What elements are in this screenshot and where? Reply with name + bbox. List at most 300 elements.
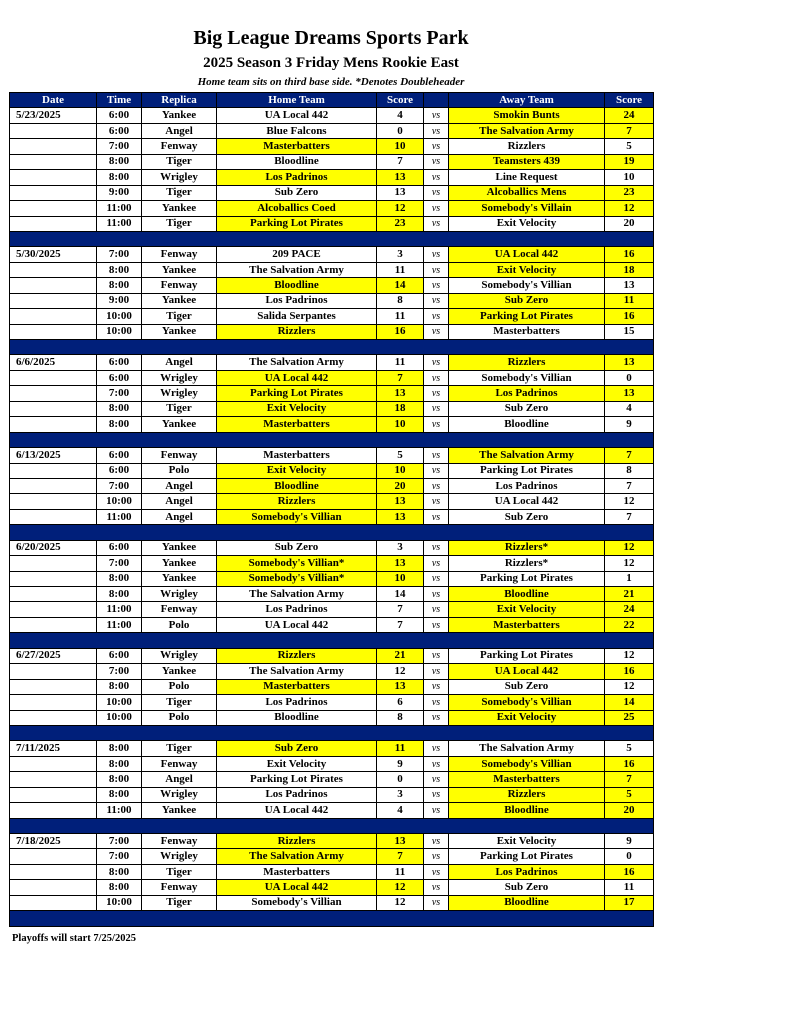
date-cell [10,587,97,602]
table-row [10,123,654,138]
home-score-cell: 4 [377,803,424,818]
away-team-cell: Sub Zero [449,293,605,308]
away-score-cell: 23 [605,185,654,200]
time-cell: 8:00 [97,880,142,895]
time-cell: 8:00 [97,262,142,277]
week-separator [10,340,654,355]
replica-cell: Tiger [142,895,217,910]
home-team-cell: Los Padrinos [217,170,377,185]
table-row [10,185,654,200]
table-row [10,309,654,324]
home-team-cell: UA Local 442 [217,108,377,123]
home-team-cell: Bloodline [217,710,377,725]
time-cell: 7:00 [97,386,142,401]
time-cell: 6:00 [97,355,142,370]
home-team-cell: Exit Velocity [217,401,377,416]
home-score-cell: 13 [377,834,424,849]
away-score-cell: 14 [605,695,654,710]
home-team-cell: Somebody's Villian* [217,571,377,586]
away-team-cell: Parking Lot Pirates [449,309,605,324]
date-cell: 5/30/2025 [10,247,97,262]
vs-cell: vs [424,401,449,416]
table-row [10,803,654,818]
vs-cell: vs [424,787,449,802]
schedule-body [10,108,654,926]
home-team-cell: Masterbatters [217,448,377,463]
away-score-cell: 13 [605,355,654,370]
home-score-cell: 21 [377,648,424,663]
vs-cell: vs [424,864,449,879]
table-row [10,849,654,864]
away-team-cell: Exit Velocity [449,262,605,277]
time-cell: 10:00 [97,309,142,324]
time-cell: 8:00 [97,278,142,293]
away-team-cell: Los Padrinos [449,478,605,493]
home-score-cell: 11 [377,741,424,756]
date-cell: 5/23/2025 [10,108,97,123]
time-cell: 7:00 [97,849,142,864]
table-row [10,509,654,524]
away-score-cell: 16 [605,664,654,679]
replica-cell: Yankee [142,324,217,339]
date-cell [10,139,97,154]
table-row [10,664,654,679]
col-header-vs [424,93,449,108]
home-score-cell: 0 [377,123,424,138]
table-row [10,355,654,370]
away-team-cell: Somebody's Villian [449,756,605,771]
away-score-cell: 24 [605,602,654,617]
away-team-cell: Somebody's Villian [449,278,605,293]
replica-cell: Tiger [142,216,217,231]
away-score-cell: 1 [605,571,654,586]
table-row [10,571,654,586]
away-score-cell: 11 [605,293,654,308]
vs-cell: vs [424,139,449,154]
away-team-cell: Somebody's Villian [449,695,605,710]
away-score-cell: 11 [605,880,654,895]
home-team-cell: UA Local 442 [217,370,377,385]
vs-cell: vs [424,741,449,756]
week-separator-bar [10,633,654,648]
replica-cell: Yankee [142,556,217,571]
home-score-cell: 7 [377,849,424,864]
away-score-cell: 5 [605,741,654,756]
home-score-cell: 13 [377,679,424,694]
week-separator [10,231,654,246]
home-team-cell: Salida Serpantes [217,309,377,324]
week-separator [10,432,654,447]
away-team-cell: Bloodline [449,895,605,910]
home-score-cell: 7 [377,617,424,632]
table-row [10,216,654,231]
replica-cell: Wrigley [142,648,217,663]
replica-cell: Tiger [142,401,217,416]
away-score-cell: 13 [605,386,654,401]
replica-cell: Tiger [142,185,217,200]
date-cell [10,417,97,432]
home-team-cell: Exit Velocity [217,756,377,771]
vs-cell: vs [424,370,449,385]
vs-cell: vs [424,571,449,586]
replica-cell: Angel [142,772,217,787]
date-cell [10,849,97,864]
vs-cell: vs [424,309,449,324]
time-cell: 7:00 [97,664,142,679]
home-score-cell: 13 [377,509,424,524]
table-row [10,478,654,493]
table-row [10,587,654,602]
week-separator [10,911,654,926]
date-cell: 6/20/2025 [10,540,97,555]
home-score-cell: 13 [377,494,424,509]
home-score-cell: 23 [377,216,424,231]
home-score-cell: 3 [377,540,424,555]
replica-cell: Angel [142,494,217,509]
home-team-cell: UA Local 442 [217,617,377,632]
vs-cell: vs [424,710,449,725]
replica-cell: Tiger [142,695,217,710]
replica-cell: Fenway [142,834,217,849]
vs-cell: vs [424,648,449,663]
away-score-cell: 18 [605,262,654,277]
week-separator [10,525,654,540]
home-team-cell: The Salvation Army [217,355,377,370]
away-score-cell: 22 [605,617,654,632]
away-score-cell: 13 [605,278,654,293]
time-cell: 10:00 [97,895,142,910]
home-score-cell: 13 [377,185,424,200]
time-cell: 8:00 [97,864,142,879]
away-score-cell: 9 [605,417,654,432]
replica-cell: Polo [142,710,217,725]
date-cell [10,201,97,216]
date-cell [10,262,97,277]
away-team-cell: Los Padrinos [449,864,605,879]
home-team-cell: 209 PACE [217,247,377,262]
date-cell [10,556,97,571]
time-cell: 8:00 [97,401,142,416]
away-score-cell: 21 [605,587,654,602]
vs-cell: vs [424,293,449,308]
page-title: Big League Dreams Sports Park [193,27,469,49]
time-cell: 7:00 [97,139,142,154]
away-score-cell: 10 [605,170,654,185]
time-cell: 10:00 [97,695,142,710]
home-team-cell: Blue Falcons [217,123,377,138]
home-score-cell: 3 [377,247,424,262]
col-header-home-score: Score [377,93,424,108]
table-row [10,834,654,849]
table-row [10,293,654,308]
date-cell [10,787,97,802]
home-team-cell: UA Local 442 [217,803,377,818]
col-header-date: Date [10,93,97,108]
away-team-cell: Exit Velocity [449,710,605,725]
vs-cell: vs [424,617,449,632]
away-team-cell: The Salvation Army [449,448,605,463]
week-separator-bar [10,525,654,540]
away-score-cell: 9 [605,834,654,849]
table-row [10,201,654,216]
home-team-cell: Bloodline [217,154,377,169]
time-cell: 8:00 [97,679,142,694]
time-cell: 6:00 [97,648,142,663]
time-cell: 10:00 [97,324,142,339]
away-score-cell: 0 [605,849,654,864]
home-team-cell: Los Padrinos [217,602,377,617]
time-cell: 11:00 [97,602,142,617]
home-team-cell: Alcoballics Coed [217,201,377,216]
home-team-cell: Masterbatters [217,417,377,432]
date-cell [10,509,97,524]
table-row [10,756,654,771]
home-team-cell: Sub Zero [217,741,377,756]
replica-cell: Angel [142,478,217,493]
home-score-cell: 10 [377,417,424,432]
date-cell [10,216,97,231]
date-cell [10,370,97,385]
week-separator-bar [10,432,654,447]
vs-cell: vs [424,185,449,200]
away-score-cell: 16 [605,309,654,324]
time-cell: 11:00 [97,216,142,231]
vs-cell: vs [424,772,449,787]
home-score-cell: 11 [377,355,424,370]
home-score-cell: 14 [377,587,424,602]
vs-cell: vs [424,170,449,185]
replica-cell: Tiger [142,864,217,879]
date-cell [10,463,97,478]
time-cell: 8:00 [97,154,142,169]
home-team-cell: Sub Zero [217,540,377,555]
home-score-cell: 18 [377,401,424,416]
vs-cell: vs [424,417,449,432]
away-score-cell: 0 [605,370,654,385]
date-cell [10,154,97,169]
home-score-cell: 7 [377,154,424,169]
home-team-cell: Rizzlers [217,648,377,663]
time-cell: 7:00 [97,478,142,493]
replica-cell: Wrigley [142,787,217,802]
table-row [10,494,654,509]
table-row [10,262,654,277]
time-cell: 11:00 [97,617,142,632]
away-team-cell: Smokin Bunts [449,108,605,123]
vs-cell: vs [424,201,449,216]
away-score-cell: 12 [605,648,654,663]
replica-cell: Yankee [142,293,217,308]
date-cell [10,664,97,679]
table-row [10,170,654,185]
home-team-cell: Somebody's Villian [217,509,377,524]
table-row [10,370,654,385]
home-team-cell: Somebody's Villian [217,895,377,910]
replica-cell: Yankee [142,664,217,679]
table-row [10,401,654,416]
table-row [10,154,654,169]
home-score-cell: 11 [377,309,424,324]
page-subtitle: 2025 Season 3 Friday Mens Rookie East [203,55,459,71]
date-cell [10,309,97,324]
table-row [10,772,654,787]
home-score-cell: 6 [377,695,424,710]
home-score-cell: 10 [377,463,424,478]
away-score-cell: 16 [605,756,654,771]
vs-cell: vs [424,262,449,277]
date-cell [10,401,97,416]
time-cell: 7:00 [97,247,142,262]
away-team-cell: Parking Lot Pirates [449,463,605,478]
week-separator [10,725,654,740]
home-score-cell: 14 [377,278,424,293]
away-score-cell: 12 [605,201,654,216]
table-row [10,324,654,339]
away-score-cell: 20 [605,216,654,231]
col-header-away-team: Away Team [449,93,605,108]
away-team-cell: Line Request [449,170,605,185]
date-cell [10,617,97,632]
date-cell [10,123,97,138]
away-team-cell: Los Padrinos [449,386,605,401]
time-cell: 11:00 [97,803,142,818]
date-cell: 7/11/2025 [10,741,97,756]
header-note: Home team sits on third base side. *Denotes Doubleheader [197,76,465,88]
away-score-cell: 12 [605,494,654,509]
col-header-home-team: Home Team [217,93,377,108]
replica-cell: Yankee [142,262,217,277]
replica-cell: Tiger [142,154,217,169]
replica-cell: Tiger [142,741,217,756]
date-cell [10,571,97,586]
away-score-cell: 7 [605,772,654,787]
date-cell [10,695,97,710]
home-score-cell: 20 [377,478,424,493]
away-score-cell: 7 [605,478,654,493]
home-team-cell: The Salvation Army [217,587,377,602]
away-team-cell: Rizzlers [449,355,605,370]
vs-cell: vs [424,695,449,710]
time-cell: 9:00 [97,293,142,308]
vs-cell: vs [424,216,449,231]
home-team-cell: Bloodline [217,278,377,293]
away-team-cell: Masterbatters [449,772,605,787]
table-row [10,710,654,725]
home-score-cell: 13 [377,170,424,185]
away-team-cell: Rizzlers [449,787,605,802]
vs-cell: vs [424,478,449,493]
table-row [10,556,654,571]
home-team-cell: Bloodline [217,478,377,493]
away-score-cell: 5 [605,139,654,154]
vs-cell: vs [424,880,449,895]
replica-cell: Angel [142,123,217,138]
away-team-cell: Bloodline [449,803,605,818]
schedule-table [9,92,654,927]
away-team-cell: Exit Velocity [449,602,605,617]
away-score-cell: 7 [605,509,654,524]
home-team-cell: Masterbatters [217,139,377,154]
replica-cell: Yankee [142,540,217,555]
table-header-row [10,93,654,108]
replica-cell: Fenway [142,278,217,293]
time-cell: 8:00 [97,787,142,802]
replica-cell: Fenway [142,602,217,617]
table-row [10,247,654,262]
away-score-cell: 8 [605,463,654,478]
away-team-cell: Parking Lot Pirates [449,849,605,864]
date-cell: 6/27/2025 [10,648,97,663]
home-team-cell: Rizzlers [217,494,377,509]
away-team-cell: Exit Velocity [449,216,605,231]
time-cell: 10:00 [97,494,142,509]
date-cell [10,772,97,787]
date-cell [10,170,97,185]
away-team-cell: The Salvation Army [449,123,605,138]
date-cell [10,880,97,895]
table-row [10,880,654,895]
home-score-cell: 8 [377,293,424,308]
replica-cell: Tiger [142,309,217,324]
home-team-cell: The Salvation Army [217,664,377,679]
time-cell: 6:00 [97,463,142,478]
time-cell: 8:00 [97,587,142,602]
away-team-cell: Exit Velocity [449,834,605,849]
table-row [10,108,654,123]
vs-cell: vs [424,587,449,602]
away-score-cell: 16 [605,247,654,262]
vs-cell: vs [424,494,449,509]
vs-cell: vs [424,803,449,818]
replica-cell: Fenway [142,247,217,262]
table-row [10,448,654,463]
date-cell [10,278,97,293]
week-separator-bar [10,725,654,740]
replica-cell: Wrigley [142,370,217,385]
away-team-cell: Somebody's Villain [449,201,605,216]
date-cell: 6/13/2025 [10,448,97,463]
away-team-cell: The Salvation Army [449,741,605,756]
date-cell [10,293,97,308]
table-row [10,139,654,154]
date-cell [10,602,97,617]
time-cell: 8:00 [97,756,142,771]
replica-cell: Wrigley [142,587,217,602]
home-score-cell: 11 [377,864,424,879]
vs-cell: vs [424,834,449,849]
home-team-cell: Masterbatters [217,864,377,879]
week-separator [10,633,654,648]
replica-cell: Wrigley [142,849,217,864]
away-score-cell: 12 [605,556,654,571]
home-team-cell: Los Padrinos [217,787,377,802]
vs-cell: vs [424,247,449,262]
home-score-cell: 12 [377,895,424,910]
table-row [10,617,654,632]
replica-cell: Fenway [142,448,217,463]
date-cell [10,478,97,493]
home-score-cell: 12 [377,201,424,216]
home-score-cell: 13 [377,386,424,401]
time-cell: 10:00 [97,710,142,725]
date-cell [10,324,97,339]
vs-cell: vs [424,355,449,370]
table-row [10,741,654,756]
replica-cell: Fenway [142,880,217,895]
home-team-cell: Rizzlers [217,834,377,849]
away-score-cell: 17 [605,895,654,910]
away-team-cell: Parking Lot Pirates [449,571,605,586]
